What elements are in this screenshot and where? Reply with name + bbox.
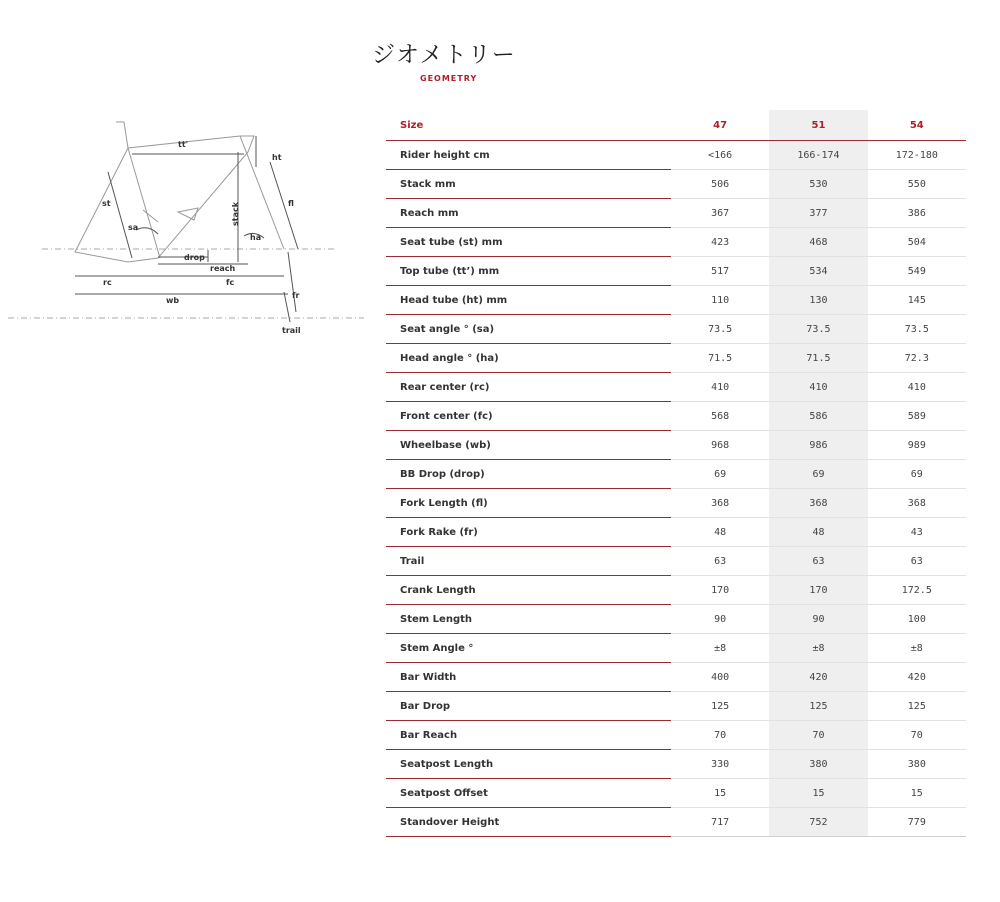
row-label: Stem Angle ° bbox=[386, 634, 671, 663]
row-value: 73.5 bbox=[671, 315, 769, 344]
label-drop: drop bbox=[184, 253, 205, 262]
row-label: Bar Reach bbox=[386, 721, 671, 750]
row-value: 63 bbox=[769, 547, 867, 576]
row-label: Fork Length (fl) bbox=[386, 489, 671, 518]
row-value: ±8 bbox=[868, 634, 966, 663]
table-row bbox=[386, 373, 966, 402]
row-label: Seat angle ° (sa) bbox=[386, 315, 671, 344]
row-value: 172.5 bbox=[868, 576, 966, 605]
row-label: Reach mm bbox=[386, 199, 671, 228]
row-value: 73.5 bbox=[769, 315, 867, 344]
row-value: 377 bbox=[769, 199, 867, 228]
label-sa: sa bbox=[128, 223, 139, 232]
row-value: 368 bbox=[671, 489, 769, 518]
row-label: Seat tube (st) mm bbox=[386, 228, 671, 257]
label-reach: reach bbox=[210, 264, 236, 273]
row-value: 534 bbox=[769, 257, 867, 286]
row-value: 100 bbox=[868, 605, 966, 634]
table-row bbox=[386, 431, 966, 460]
row-value: 170 bbox=[769, 576, 867, 605]
row-value: 380 bbox=[769, 750, 867, 779]
row-value: 589 bbox=[868, 402, 966, 431]
size-column-header: 51 bbox=[769, 110, 867, 141]
row-value: 15 bbox=[671, 779, 769, 808]
row-label: Head tube (ht) mm bbox=[386, 286, 671, 315]
table-row bbox=[386, 779, 966, 808]
row-value: 586 bbox=[769, 402, 867, 431]
row-value: 90 bbox=[671, 605, 769, 634]
row-value: 530 bbox=[769, 170, 867, 199]
row-value: 368 bbox=[868, 489, 966, 518]
table-row bbox=[386, 141, 966, 170]
row-value: 420 bbox=[769, 663, 867, 692]
row-value: 367 bbox=[671, 199, 769, 228]
row-value: 71.5 bbox=[769, 344, 867, 373]
label-wb: wb bbox=[166, 296, 180, 305]
row-value: 420 bbox=[868, 663, 966, 692]
row-value: 48 bbox=[769, 518, 867, 547]
geometry-table bbox=[386, 110, 966, 837]
row-value: 15 bbox=[868, 779, 966, 808]
table-row bbox=[386, 576, 966, 605]
table-row bbox=[386, 750, 966, 779]
row-value: 125 bbox=[868, 692, 966, 721]
row-value: 43 bbox=[868, 518, 966, 547]
row-value: 70 bbox=[769, 721, 867, 750]
row-value: 130 bbox=[769, 286, 867, 315]
table-row bbox=[386, 315, 966, 344]
row-label: Front center (fc) bbox=[386, 402, 671, 431]
page-subtitle: GEOMETRY bbox=[420, 74, 478, 83]
row-value: 90 bbox=[769, 605, 867, 634]
row-label: Crank Length bbox=[386, 576, 671, 605]
row-label: Trail bbox=[386, 547, 671, 576]
table-row bbox=[386, 402, 966, 431]
row-value: 517 bbox=[671, 257, 769, 286]
row-value: <166 bbox=[671, 141, 769, 170]
row-value: 568 bbox=[671, 402, 769, 431]
row-value: 63 bbox=[868, 547, 966, 576]
row-label: Bar Width bbox=[386, 663, 671, 692]
row-value: 69 bbox=[671, 460, 769, 489]
table-row bbox=[386, 518, 966, 547]
row-label: Rear center (rc) bbox=[386, 373, 671, 402]
row-label: Top tube (tt’) mm bbox=[386, 257, 671, 286]
row-value: 72.3 bbox=[868, 344, 966, 373]
row-value: 63 bbox=[671, 547, 769, 576]
row-value: 752 bbox=[769, 808, 867, 837]
page-title: ジオメトリー bbox=[372, 42, 516, 68]
table-row bbox=[386, 634, 966, 663]
label-ha: ha bbox=[250, 233, 262, 242]
row-value: 968 bbox=[671, 431, 769, 460]
row-value: 506 bbox=[671, 170, 769, 199]
row-value: 989 bbox=[868, 431, 966, 460]
row-value: 368 bbox=[769, 489, 867, 518]
row-value: 69 bbox=[769, 460, 867, 489]
row-label: Head angle ° (ha) bbox=[386, 344, 671, 373]
row-value: 125 bbox=[769, 692, 867, 721]
row-value: 504 bbox=[868, 228, 966, 257]
row-label: Stack mm bbox=[386, 170, 671, 199]
table-row bbox=[386, 489, 966, 518]
row-value: 400 bbox=[671, 663, 769, 692]
label-st: st bbox=[102, 199, 111, 208]
table-row bbox=[386, 286, 966, 315]
size-header: Size bbox=[386, 110, 671, 141]
row-value: 549 bbox=[868, 257, 966, 286]
row-value: 170 bbox=[671, 576, 769, 605]
table-header-row bbox=[386, 110, 966, 141]
row-value: 73.5 bbox=[868, 315, 966, 344]
row-value: 15 bbox=[769, 779, 867, 808]
geometry-table-body bbox=[386, 141, 966, 837]
table-row bbox=[386, 721, 966, 750]
label-fc: fc bbox=[226, 278, 235, 287]
row-value: 70 bbox=[868, 721, 966, 750]
row-label: Seatpost Offset bbox=[386, 779, 671, 808]
table-row bbox=[386, 663, 966, 692]
row-value: 380 bbox=[868, 750, 966, 779]
size-column-header: 54 bbox=[868, 110, 966, 141]
row-value: 70 bbox=[671, 721, 769, 750]
row-value: 468 bbox=[769, 228, 867, 257]
row-label: Seatpost Length bbox=[386, 750, 671, 779]
table-row bbox=[386, 228, 966, 257]
row-label: Bar Drop bbox=[386, 692, 671, 721]
row-value: 125 bbox=[671, 692, 769, 721]
label-stack: stack bbox=[231, 201, 240, 226]
row-value: 410 bbox=[769, 373, 867, 402]
row-label: Rider height cm bbox=[386, 141, 671, 170]
row-value: 550 bbox=[868, 170, 966, 199]
table-row bbox=[386, 808, 966, 837]
table-row bbox=[386, 605, 966, 634]
row-value: 330 bbox=[671, 750, 769, 779]
row-value: 410 bbox=[671, 373, 769, 402]
row-value: 410 bbox=[868, 373, 966, 402]
label-rc: rc bbox=[103, 278, 112, 287]
table-row bbox=[386, 460, 966, 489]
row-label: Wheelbase (wb) bbox=[386, 431, 671, 460]
label-fl: fl bbox=[288, 199, 294, 208]
row-value: 717 bbox=[671, 808, 769, 837]
size-column-header: 47 bbox=[671, 110, 769, 141]
row-value: 48 bbox=[671, 518, 769, 547]
row-value: ±8 bbox=[671, 634, 769, 663]
row-label: Fork Rake (fr) bbox=[386, 518, 671, 547]
frame-geometry-diagram bbox=[8, 112, 364, 342]
table-row bbox=[386, 170, 966, 199]
row-value: 986 bbox=[769, 431, 867, 460]
row-value: 71.5 bbox=[671, 344, 769, 373]
row-value: 145 bbox=[868, 286, 966, 315]
table-row bbox=[386, 257, 966, 286]
table-row bbox=[386, 692, 966, 721]
table-row bbox=[386, 199, 966, 228]
row-value: 779 bbox=[868, 808, 966, 837]
label-trail: trail bbox=[282, 326, 301, 335]
row-value: 166-174 bbox=[769, 141, 867, 170]
label-tt: tt' bbox=[178, 140, 189, 149]
table-row bbox=[386, 344, 966, 373]
row-value: 386 bbox=[868, 199, 966, 228]
label-ht: ht bbox=[272, 153, 282, 162]
table-row bbox=[386, 547, 966, 576]
row-value: 423 bbox=[671, 228, 769, 257]
row-label: Standover Height bbox=[386, 808, 671, 837]
row-value: 69 bbox=[868, 460, 966, 489]
row-value: ±8 bbox=[769, 634, 867, 663]
row-label: BB Drop (drop) bbox=[386, 460, 671, 489]
row-label: Stem Length bbox=[386, 605, 671, 634]
row-value: 172-180 bbox=[868, 141, 966, 170]
label-fr: fr bbox=[292, 291, 300, 300]
row-value: 110 bbox=[671, 286, 769, 315]
